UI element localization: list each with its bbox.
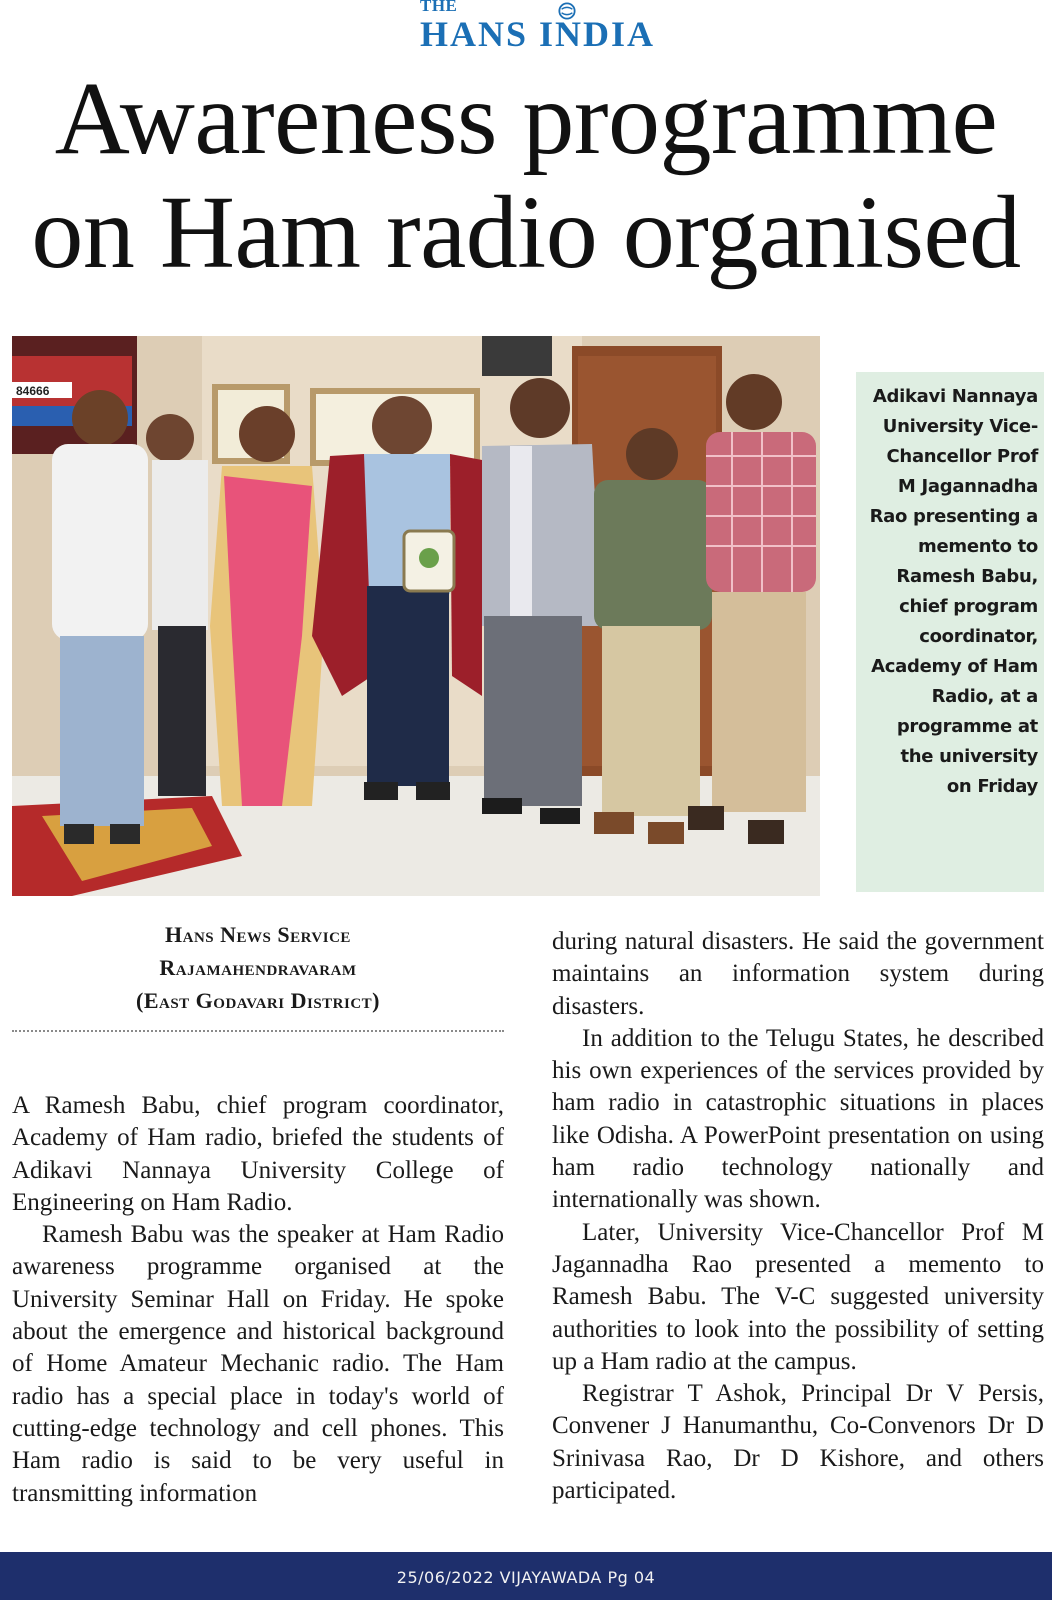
article-paragraph: during natural disasters. He said the government maintains an information system during disasters. [552, 928, 1044, 1020]
article-paragraph: Registrar T Ashok, Principal Dr V Persis, Convener J Hanumanthu, Co-Convenors Dr D Srinivasa Rao, Dr D Kishore, and others participated. [552, 1380, 1044, 1505]
caption-text [856, 382, 1038, 802]
caption-line: Radio, at a [931, 686, 1038, 707]
masthead-name: HANS INDIA [420, 14, 656, 54]
group-photo-illustration [12, 336, 820, 896]
caption-line: Chancellor Prof [886, 446, 1038, 467]
byline-divider [12, 1030, 504, 1032]
headline-line-1: Awareness programme [54, 61, 998, 176]
masthead [420, 0, 730, 54]
article-paragraph: A Ramesh Babu, chief program coordinator, Academy of Ham radio, briefed the students of Adikavi Nannaya University College of Engineering on Ham Radio. [12, 1092, 504, 1216]
caption-line: Academy of Ham [871, 656, 1038, 677]
caption-line: on Friday [946, 776, 1038, 797]
byline-agency: Hans News Service [165, 922, 351, 947]
article-paragraph: Later, University Vice-Chancellor Prof M Jagannadha Rao presented a memento to Ramesh Babu. The V-C suggested university authorities to look into the possibility of setting up a Ham radio at the campus. [552, 1218, 1044, 1375]
caption-line: Adikavi Nannaya [872, 386, 1038, 407]
caption-line: coordinator, [919, 626, 1038, 647]
caption-line: University Vice- [882, 416, 1038, 437]
footer-bar [0, 1552, 1052, 1600]
caption-line: programme at [896, 716, 1038, 737]
screen-number: 84666 [16, 384, 50, 398]
byline [12, 918, 504, 1017]
headline [0, 62, 1052, 290]
caption-line: Ramesh Babu, [896, 566, 1038, 587]
article-paragraph: In addition to the Telugu States, he described his own experiences of the services provided by ham radio in catastrophic situations in places like Odisha. A PowerPoint presentation on using ham radio technology nationally and internationally was shown. [552, 1024, 1044, 1214]
byline-city: Rajamahendravaram [159, 955, 357, 980]
news-photo [12, 336, 820, 896]
article-column-right [552, 926, 1044, 1507]
caption-line: M Jagannadha [897, 476, 1038, 497]
article-paragraph: Ramesh Babu was the speaker at Ham Radio awareness programme organised at the University Seminar Hall on Friday. He spoke about the emergence and historical background of Home Amateur Mechanic radio. The Ham radio has a special place in today's world of cutting-edge technology and cell phones. This Ham radio is said to be very useful in transmitting information [12, 1221, 504, 1507]
caption-line: memento to [918, 536, 1038, 557]
caption-line: the university [900, 746, 1038, 767]
caption-line: chief program [899, 596, 1038, 617]
edition-info: 25/06/2022 VIJAYAWADA Pg 04 [396, 1568, 656, 1587]
byline-district: (East Godavari District) [136, 988, 380, 1013]
headline-line-2: on Ham radio organised [31, 175, 1021, 290]
photo-caption [856, 372, 1044, 892]
article-column-left [12, 1090, 504, 1510]
masthead-the: THE [420, 0, 458, 15]
caption-line: Rao presenting a [869, 506, 1038, 527]
